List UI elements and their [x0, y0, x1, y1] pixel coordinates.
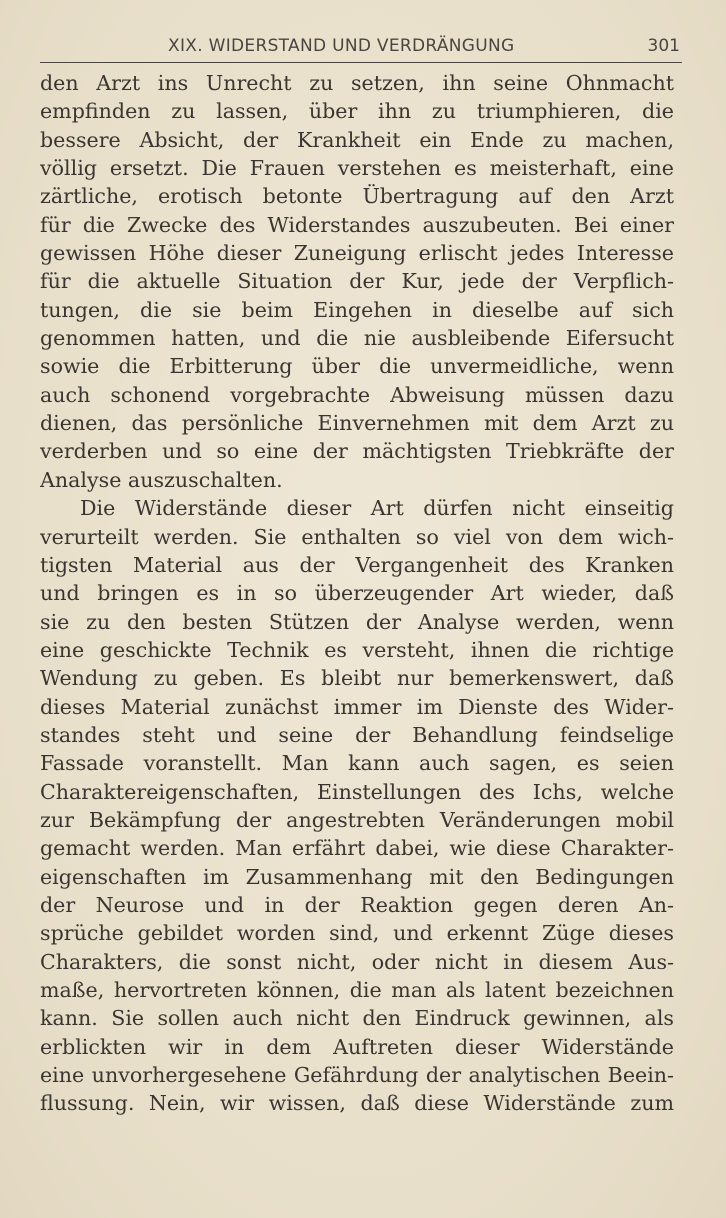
text-line: tigsten Material aus der Vergangenheit des Kranken — [40, 552, 674, 577]
text-line: genommen hatten, und die nie ausbleibende Eifersucht — [40, 326, 674, 351]
text-line: Fassade voranstellt. Man kann auch sagen, es seien — [40, 751, 674, 776]
paragraph-start-line: Die Widerstände dieser Art dürfen nicht einseitig — [80, 496, 674, 521]
running-header-title: XIX. WIDERSTAND UND VERDRÄNGUNG — [168, 36, 515, 56]
running-header — [40, 34, 682, 63]
text-line: der Neurose und in der Reaktion gegen deren An- — [40, 892, 674, 917]
text-line: sie zu den besten Stützen der Analyse werden, wenn — [40, 609, 674, 634]
text-line: eigenschaften im Zusammenhang mit den Bedingungen — [40, 864, 674, 889]
body-text — [40, 69, 674, 1118]
text-line: bessere Absicht, der Krankheit ein Ende zu machen, — [40, 127, 674, 152]
text-line: für die aktuelle Situation der Kur, jede der Verpflich- — [40, 269, 674, 294]
text-line: sprüche gebildet worden sind, und erkennt Züge dieses — [40, 921, 674, 946]
text-line: erblickten wir in dem Auftreten dieser Widerstände — [40, 1034, 674, 1059]
text-line: empfinden zu lassen, über ihn zu triumphieren, die — [40, 99, 674, 124]
text-line: eine unvorhergesehene Gefährdung der analytischen Beein- — [40, 1063, 674, 1088]
text-line: tungen, die sie beim Eingehen in dieselbe auf sich — [40, 297, 674, 322]
paragraph-end-line: Analyse auszuschalten. — [40, 467, 283, 492]
text-line: den Arzt ins Unrecht zu setzen, ihn seine Ohnmacht — [40, 71, 674, 95]
text-line: dieses Material zunächst immer im Dienste des Wider- — [40, 694, 674, 719]
text-line: Wendung zu geben. Es bleibt nur bemerkenswert, daß — [40, 666, 674, 691]
text-line: und bringen es in so überzeugender Art wieder, daß — [40, 581, 674, 606]
text-line: sowie die Erbitterung über die unvermeidliche, wenn — [40, 354, 674, 379]
text-line: für die Zwecke des Widerstandes auszubeuten. Bei einer — [40, 212, 674, 237]
text-line: gemacht werden. Man erfährt dabei, wie diese Charakter- — [40, 836, 674, 861]
text-line: kann. Sie sollen auch nicht den Eindruck gewinnen, als — [40, 1006, 674, 1031]
text-line: gewissen Höhe dieser Zuneigung erlischt jedes Interesse — [40, 241, 674, 266]
text-line: völlig ersetzt. Die Frauen verstehen es meisterhaft, eine — [40, 156, 674, 181]
text-line: Charaktereigenschaften, Einstellungen des Ichs, welche — [40, 779, 674, 804]
text-line: verurteilt werden. Sie enthalten so viel von dem wich- — [40, 524, 674, 549]
text-line: zur Bekämpfung der angestrebten Veränderungen mobil — [40, 807, 674, 832]
text-line: standes steht und seine der Behandlung feindselige — [40, 722, 674, 747]
text-line: eine geschickte Technik es versteht, ihnen die richtige — [40, 637, 674, 662]
text-line: Charakters, die sonst nicht, oder nicht in diesem Aus- — [40, 949, 674, 974]
text-line: flussung. Nein, wir wissen, daß diese Widerstände zum — [40, 1091, 674, 1116]
text-line: verderben und so eine der mächtigsten Triebkräfte der — [40, 439, 674, 464]
text-line: dienen, das persönliche Einvernehmen mit dem Arzt zu — [40, 411, 674, 436]
text-line: zärtliche, erotisch betonte Übertragung auf den Arzt — [40, 184, 674, 209]
text-line: maße, hervortreten können, die man als latent bezeichnen — [40, 978, 674, 1002]
text-line: auch schonend vorgebrachte Abweisung müssen dazu — [40, 382, 674, 407]
page-number: 301 — [647, 36, 680, 56]
